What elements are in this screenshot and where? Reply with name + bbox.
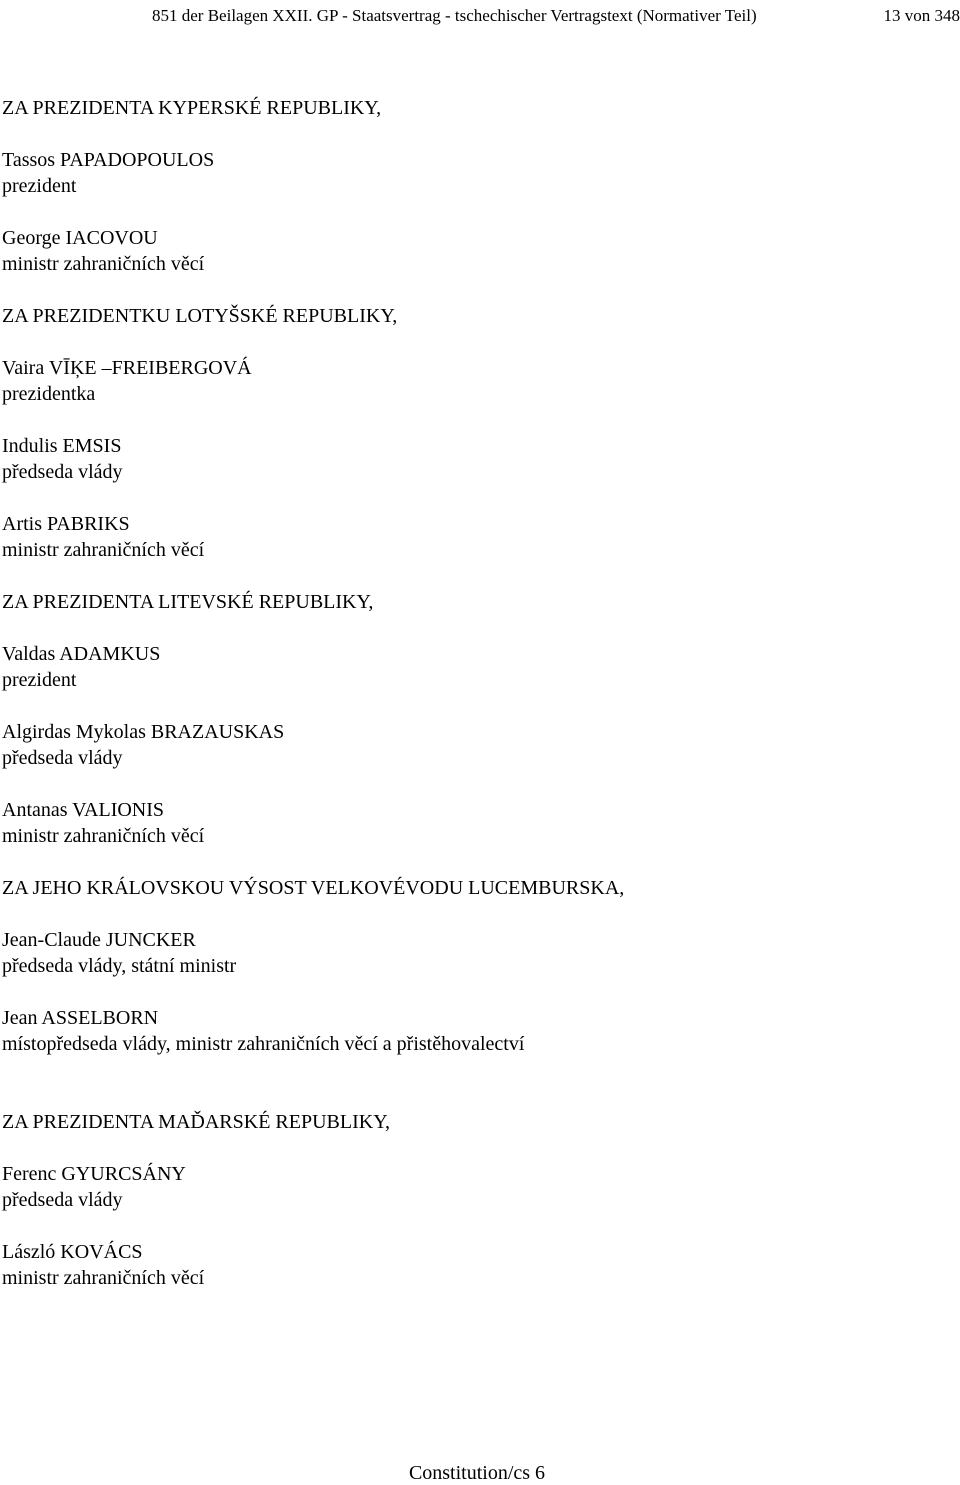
section-luxembourg (2, 875, 952, 1057)
signatory (2, 147, 952, 199)
signatory (2, 797, 952, 849)
section-heading: ZA PREZIDENTKU LOTYŠSKÉ REPUBLIKY, (2, 303, 952, 329)
signatory-name: Tassos PAPADOPOULOS (2, 147, 952, 173)
signatory-title: prezidentka (2, 381, 952, 407)
page-footer (0, 1461, 960, 1485)
section-latvia (2, 303, 952, 563)
signatory (2, 1239, 952, 1291)
signatory-title: ministr zahraničních věcí (2, 823, 952, 849)
signatory-name: Ferenc GYURCSÁNY (2, 1161, 952, 1187)
header-document-title: 851 der Beilagen XXII. GP - Staatsvertrag - tschechischer Vertragstext (Normativer Teil) (152, 2, 757, 30)
section-heading: ZA PREZIDENTA LITEVSKÉ REPUBLIKY, (2, 589, 952, 615)
signatory-name: Algirdas Mykolas BRAZAUSKAS (2, 719, 952, 745)
page-header (0, 2, 960, 30)
signatory-title: předseda vlády (2, 745, 952, 771)
section-lithuania (2, 589, 952, 849)
section-heading: ZA PREZIDENTA MAĎARSKÉ REPUBLIKY, (2, 1109, 952, 1135)
signatory-name: Artis PABRIKS (2, 511, 952, 537)
signatory (2, 355, 952, 407)
section-heading: ZA JEHO KRÁLOVSKOU VÝSOST VELKOVÉVODU LUCEMBURSKA, (2, 875, 952, 901)
signatory-name: George IACOVOU (2, 225, 952, 251)
section-heading: ZA PREZIDENTA KYPERSKÉ REPUBLIKY, (2, 95, 952, 121)
signatory-name: László KOVÁCS (2, 1239, 952, 1265)
signatory (2, 433, 952, 485)
signatory-name: Valdas ADAMKUS (2, 641, 952, 667)
footer-reference: Constitution/cs 6 (409, 1462, 545, 1484)
signatory (2, 511, 952, 563)
signatory-title: předseda vlády, státní ministr (2, 953, 952, 979)
signatory (2, 927, 952, 979)
signatory-title: prezident (2, 173, 952, 199)
signatory (2, 641, 952, 693)
section-cyprus (2, 95, 952, 277)
signatory-name: Vaira VĪĶE –FREIBERGOVÁ (2, 355, 952, 381)
signatory-title: ministr zahraničních věcí (2, 537, 952, 563)
signatory-title: předseda vlády (2, 459, 952, 485)
signatory (2, 225, 952, 277)
signatory-name: Jean-Claude JUNCKER (2, 927, 952, 953)
signatory (2, 1005, 952, 1057)
signatory-title: místopředseda vlády, ministr zahraničních věcí a přistěhovalectví (2, 1031, 952, 1057)
signatory-name: Indulis EMSIS (2, 433, 952, 459)
signature-list (2, 95, 952, 1317)
signatory (2, 1161, 952, 1213)
signatory-title: ministr zahraničních věcí (2, 251, 952, 277)
section-hungary (2, 1109, 952, 1291)
signatory-title: prezident (2, 667, 952, 693)
section-spacer (2, 1083, 952, 1109)
signatory-title: předseda vlády (2, 1187, 952, 1213)
signatory-name: Jean ASSELBORN (2, 1005, 952, 1031)
signatory-name: Antanas VALIONIS (2, 797, 952, 823)
signatory-title: ministr zahraničních věcí (2, 1265, 952, 1291)
header-page-number: 13 von 348 (884, 2, 960, 30)
signatory (2, 719, 952, 771)
